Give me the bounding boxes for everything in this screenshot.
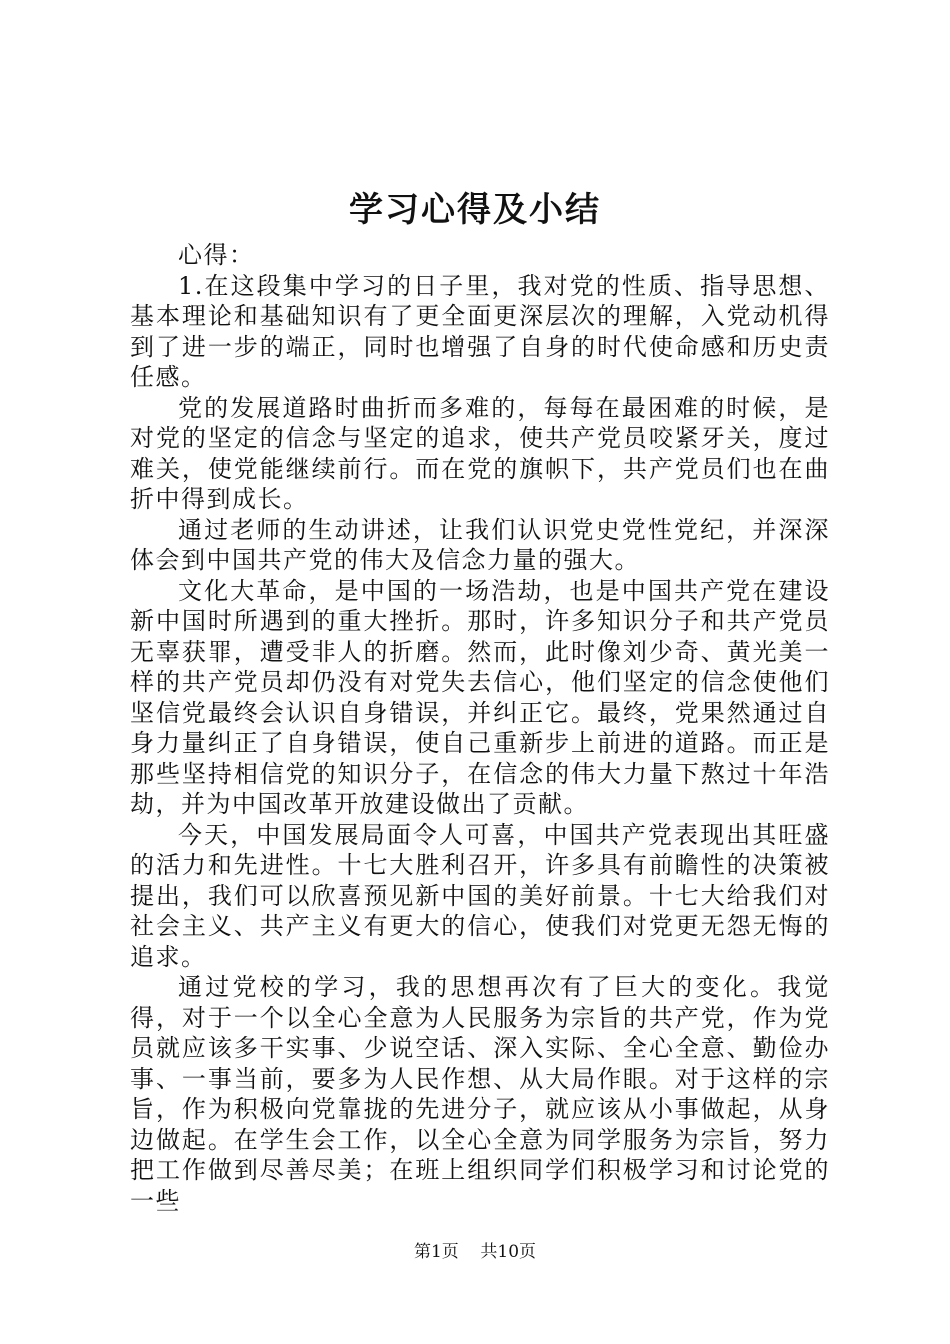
paragraph-heading: 心得： (178, 241, 255, 269)
paragraph: 通过老师的生动讲述，让我们认识党史党性党纪，并深深体会到中国共产党的伟大及信念力量的强大。 (130, 515, 830, 574)
page-total: 共10页 (480, 1242, 537, 1262)
paragraph: 今天，中国发展局面令人可喜，中国共产党表现出其旺盛的活力和先进性。十七大胜利召开，许多具有前瞻性的决策被提出，我们可以欣喜预见新中国的美好前景。十七大给我们对社会主义、共产主义有更大的信心，使我们对党更无怨无悔的追求。 (130, 820, 830, 971)
paragraph: 文化大革命，是中国的一场浩劫，也是中国共产党在建设新中国时所遇到的重大挫折。那时，许多知识分子和共产党员无辜获罪，遭受非人的折磨。然而，此时像刘少奇、黄光美一样的共产党员却仍没有对党失去信心，他们坚定的信念使他们坚信党最终会认识自身错误，并纠正它。最终，党果然通过自身力量纠正了自身错误，使自己重新步上前进的道路。而正是那些坚持相信党的知识分子，在信念的伟大力量下熬过十年浩劫，并为中国改革开放建设做出了贡献。 (130, 576, 830, 818)
paragraph: 通过党校的学习，我的思想再次有了巨大的变化。我觉得，对于一个以全心全意为人民服务为宗旨的共产党，作为党员就应该多干实事、少说空话、深入实际、全心全意、勤俭办事、一事当前，要多为人民作想、从大局作眼。对于这样的宗旨，作为积极向党靠拢的先进分子，就应该从小事做起，从身边做起。在学生会工作，以全心全意为同学服务为宗旨，努力把工作做到尽善尽美；在班上组织同学们积极学习和讨论党的一些 (130, 973, 830, 1215)
document-body (130, 240, 830, 1216)
page-footer (0, 1240, 950, 1264)
page-number: 第1页 (413, 1242, 459, 1262)
document-title: 学习心得及小结 (349, 190, 601, 230)
paragraph: 党的发展道路时曲折而多难的，每每在最困难的时候，是对党的坚定的信念与坚定的追求，使共产党员咬紧牙关，度过难关，使党能继续前行。而在党的旗帜下，共产党员们也在曲折中得到成长。 (130, 393, 830, 513)
paragraph: 1.在这段集中学习的日子里，我对党的性质、指导思想、基本理论和基础知识有了更全面更深层次的理解，入党动机得到了进一步的端正，同时也增强了自身的时代使命感和历史责任感。 (130, 271, 830, 391)
